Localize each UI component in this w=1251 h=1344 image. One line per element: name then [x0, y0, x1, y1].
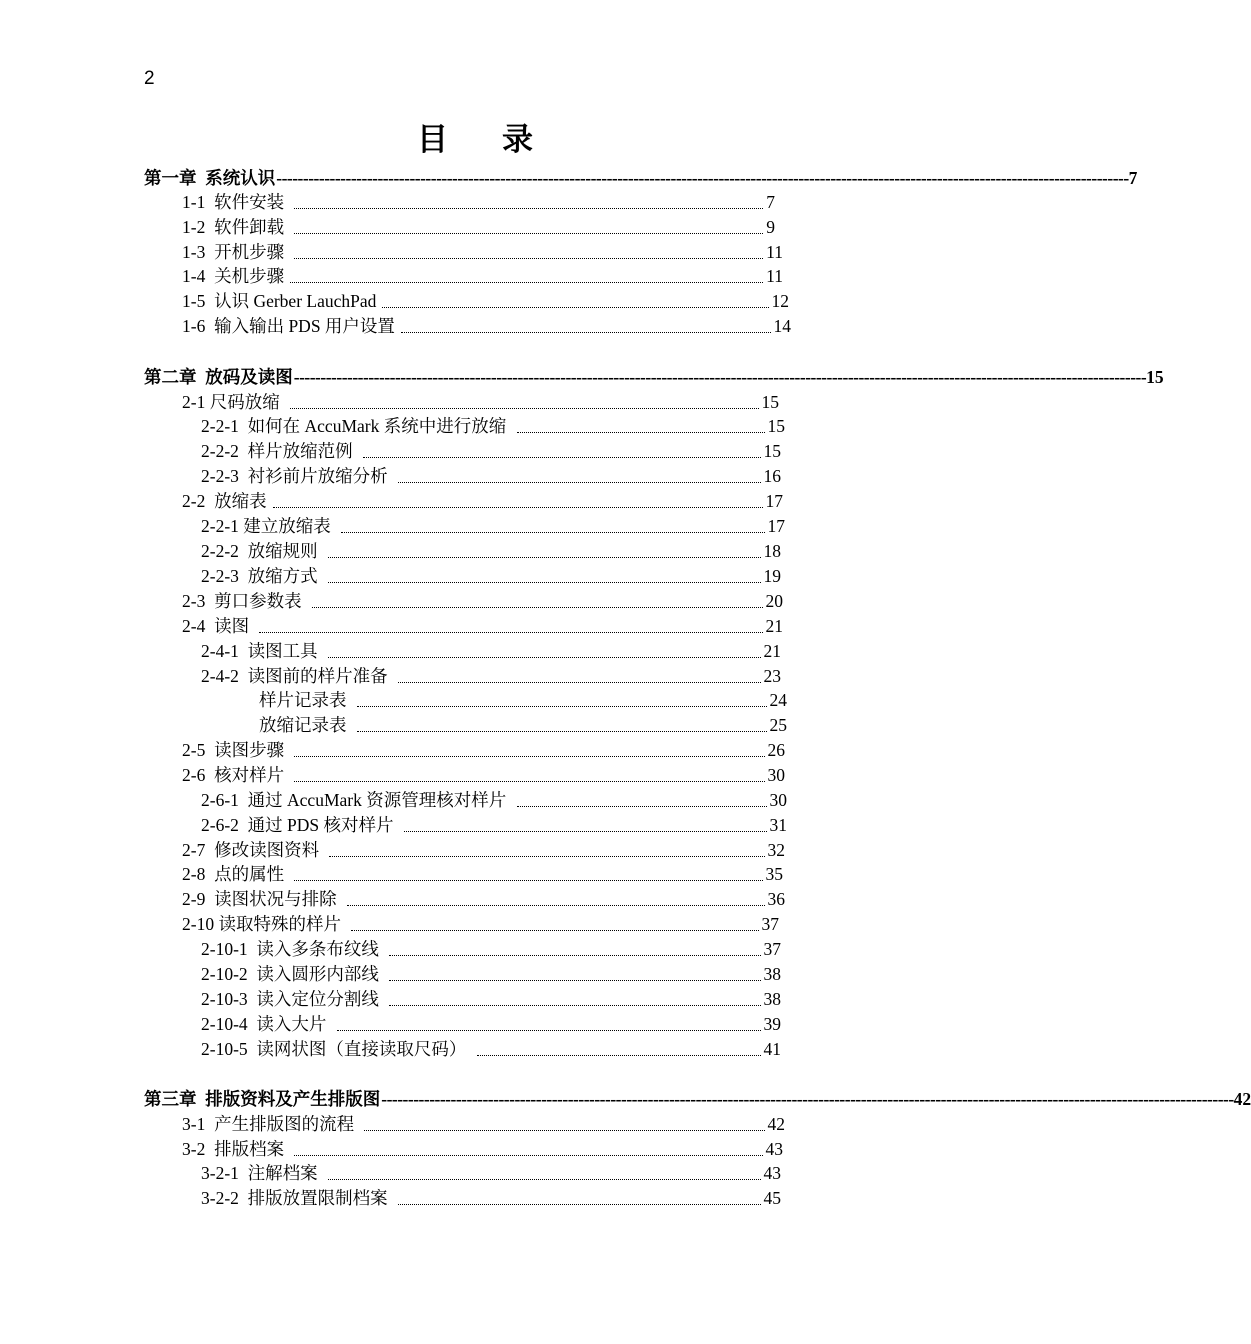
chapter-page-number: 42: [1233, 1089, 1251, 1109]
entry-title: 3-2 排版档案: [182, 1139, 289, 1159]
dotted-leader: [329, 855, 764, 857]
entry-page-number: 38: [763, 989, 781, 1009]
dash-leader: ----------------------------------------------------------------------------------------------------------------------------------------------------------------: [293, 367, 1147, 387]
entry-page-number: 36: [767, 889, 785, 909]
entry-page-number: 37: [761, 914, 779, 934]
dotted-leader: [312, 606, 763, 608]
dotted-leader: [398, 1203, 760, 1205]
dotted-leader: [404, 830, 767, 832]
dotted-leader: [259, 631, 762, 633]
toc-entry-row: [201, 1184, 781, 1209]
dotted-leader: [389, 1004, 760, 1006]
dotted-leader: [398, 681, 760, 683]
dotted-leader: [294, 1154, 762, 1156]
toc-entry-row: [182, 238, 783, 263]
entry-page-number: 15: [767, 416, 785, 436]
entry-title: 2-5 读图步骤: [182, 740, 289, 760]
toc-entry-row: [201, 1010, 781, 1035]
dotted-leader: [347, 904, 765, 906]
entry-title: 2-10-2 读入圆形内部线: [201, 964, 384, 984]
toc-entry-row: [201, 512, 785, 537]
chapter-page-number: 15: [1146, 367, 1164, 387]
toc-entry-row: [201, 562, 781, 587]
entry-title: 2-2-3 放缩方式: [201, 566, 323, 586]
entry-page-number: 26: [767, 740, 785, 760]
toc-entry-row: [201, 412, 785, 437]
toc-entry-row: [201, 537, 781, 562]
entry-title: 2-2-3 衬衫前片放缩分析: [201, 466, 393, 486]
dotted-leader: [294, 232, 763, 234]
page-number: 2: [144, 68, 155, 89]
toc-entry-row: [201, 662, 781, 687]
entry-title: 2-8 点的属性: [182, 864, 289, 884]
entry-title: 1-2 软件卸载: [182, 217, 289, 237]
dotted-leader: [341, 531, 764, 533]
entry-title: 2-10 读取特殊的样片: [182, 914, 346, 934]
entry-title: 2-2-1 建立放缩表: [201, 516, 336, 536]
entry-title: 2-2 放缩表: [182, 491, 267, 511]
dotted-leader: [328, 1178, 760, 1180]
toc-entry-row: [182, 836, 785, 861]
chapter-title: 第一章 系统认识: [144, 168, 276, 188]
dotted-leader: [517, 431, 765, 433]
entry-page-number: 16: [763, 466, 781, 486]
entry-title: 2-6-2 通过 PDS 核对样片: [201, 815, 398, 835]
entry-title: 2-7 修改读图资料: [182, 840, 324, 860]
entry-title: 样片记录表: [259, 690, 351, 710]
entry-page-number: 30: [767, 765, 785, 785]
toc-entry-row: [201, 811, 787, 836]
toc-entry-row: [201, 1159, 781, 1184]
entry-title: 2-3 剪口参数表: [182, 591, 306, 611]
entry-title: 3-2-2 排版放置限制档案: [201, 1188, 393, 1208]
entry-page-number: 23: [763, 666, 781, 686]
toc-entry-row: [201, 1035, 781, 1060]
toc-entry-row: [201, 437, 781, 462]
entry-title: 2-4 读图: [182, 616, 254, 636]
entry-page-number: 15: [761, 392, 779, 412]
entry-page-number: 17: [765, 491, 783, 511]
dotted-leader: [351, 929, 758, 931]
entry-title: 1-3 开机步骤: [182, 242, 289, 262]
entry-page-number: 42: [767, 1114, 785, 1134]
entry-title: 2-2-2 放缩规则: [201, 541, 323, 561]
chapter-page-number: 7: [1128, 168, 1138, 188]
entry-title: 1-1 软件安装: [182, 192, 289, 212]
entry-title: 2-10-3 读入定位分割线: [201, 989, 384, 1009]
toc-entry-row: [182, 213, 775, 238]
entry-title: 2-6 核对样片: [182, 765, 289, 785]
toc-chapter-row: [144, 1085, 1251, 1110]
entry-page-number: 25: [769, 715, 787, 735]
entry-page-number: 43: [763, 1163, 781, 1183]
dash-leader: ----------------------------------------------------------------------------------------------------------------------------------------------------------------: [381, 1089, 1234, 1109]
entry-title: 1-5 认识 Gerber LauchPad: [182, 291, 377, 311]
dotted-leader: [294, 755, 764, 757]
toc-entry-row: [182, 1135, 783, 1160]
toc-entry-row: [182, 312, 791, 337]
toc-entry-row: [201, 960, 781, 985]
toc-entry-row: [201, 985, 781, 1010]
entry-title: 3-1 产生排版图的流程: [182, 1114, 359, 1134]
entry-page-number: 7: [766, 192, 775, 212]
toc-entry-row: [201, 637, 781, 662]
dotted-leader: [294, 257, 763, 259]
entry-page-number: 11: [766, 266, 783, 286]
toc-entry-row: [201, 935, 781, 960]
toc-entry-row: [182, 287, 789, 312]
toc-entry-row: [201, 786, 787, 811]
entry-page-number: 9: [766, 217, 775, 237]
entry-title: 2-2-2 样片放缩范例: [201, 441, 358, 461]
toc-title: 目录: [417, 122, 587, 157]
entry-title: 3-2-1 注解档案: [201, 1163, 323, 1183]
toc-entry-row: [259, 711, 787, 736]
dotted-leader: [328, 556, 760, 558]
entry-title: 2-10-4 读入大片: [201, 1014, 331, 1034]
toc-entry-row: [182, 262, 783, 287]
entry-title: 2-4-1 读图工具: [201, 641, 323, 661]
toc-entry-row: [201, 462, 781, 487]
toc-entry-row: [182, 188, 775, 213]
entry-page-number: 24: [769, 690, 787, 710]
dotted-leader: [294, 207, 763, 209]
dotted-leader: [290, 281, 763, 283]
dotted-leader: [389, 979, 760, 981]
toc-entry-row: [182, 736, 785, 761]
dotted-leader: [517, 805, 767, 807]
entry-page-number: 37: [763, 939, 781, 959]
entry-title: 2-1 尺码放缩: [182, 392, 285, 412]
dotted-leader: [273, 506, 763, 508]
dotted-leader: [294, 780, 764, 782]
entry-page-number: 38: [763, 964, 781, 984]
dotted-leader: [294, 879, 762, 881]
entry-page-number: 32: [767, 840, 785, 860]
dotted-leader: [363, 456, 760, 458]
toc-entry-row: [182, 885, 785, 910]
toc-entry-row: [182, 1110, 785, 1135]
entry-page-number: 12: [771, 291, 789, 311]
entry-page-number: 20: [765, 591, 783, 611]
dash-leader: ----------------------------------------------------------------------------------------------------------------------------------------------------------------: [276, 168, 1129, 188]
entry-page-number: 41: [763, 1039, 781, 1059]
dotted-leader: [328, 656, 760, 658]
entry-page-number: 21: [765, 616, 783, 636]
entry-page-number: 15: [763, 441, 781, 461]
chapter-title: 第三章 排版资料及产生排版图: [144, 1089, 381, 1109]
entry-title: 2-4-2 读图前的样片准备: [201, 666, 393, 686]
entry-title: 放缩记录表: [259, 715, 351, 735]
dotted-leader: [357, 730, 767, 732]
toc-entry-row: [182, 587, 783, 612]
toc-chapter-row: [144, 164, 1138, 189]
entry-title: 1-4 关机步骤: [182, 266, 285, 286]
dotted-leader: [357, 705, 767, 707]
entry-title: 1-6 输入输出 PDS 用户设置: [182, 316, 395, 336]
entry-title: 2-10-1 读入多条布纹线: [201, 939, 384, 959]
chapter-title: 第二章 放码及读图: [144, 367, 293, 387]
entry-title: 2-6-1 通过 AccuMark 资源管理核对样片: [201, 790, 511, 810]
entry-title: 2-2-1 如何在 AccuMark 系统中进行放缩: [201, 416, 511, 436]
toc-entry-row: [182, 487, 783, 512]
entry-page-number: 21: [763, 641, 781, 661]
dotted-leader: [290, 407, 758, 409]
entry-page-number: 19: [763, 566, 781, 586]
entry-title: 2-9 读图状况与排除: [182, 889, 341, 909]
dotted-leader: [389, 954, 760, 956]
toc-chapter-row: [144, 363, 1164, 388]
toc-entry-row: [182, 761, 785, 786]
entry-page-number: 11: [766, 242, 783, 262]
dotted-leader: [364, 1129, 764, 1131]
dotted-leader: [477, 1054, 761, 1056]
entry-page-number: 18: [763, 541, 781, 561]
entry-title: 2-10-5 读网状图（直接读取尺码）: [201, 1039, 471, 1059]
dotted-leader: [382, 306, 768, 308]
entry-page-number: 31: [769, 815, 787, 835]
toc-entry-row: [182, 860, 783, 885]
entry-page-number: 14: [773, 316, 791, 336]
entry-page-number: 43: [765, 1139, 783, 1159]
toc-entry-row: [182, 612, 783, 637]
entry-page-number: 30: [769, 790, 787, 810]
entry-page-number: 35: [765, 864, 783, 884]
entry-page-number: 39: [763, 1014, 781, 1034]
entry-page-number: 45: [763, 1188, 781, 1208]
toc-entry-row: [259, 686, 787, 711]
dotted-leader: [328, 581, 760, 583]
toc-entry-row: [182, 388, 779, 413]
dotted-leader: [337, 1029, 761, 1031]
entry-page-number: 17: [767, 516, 785, 536]
dotted-leader: [401, 331, 771, 333]
toc-entry-row: [182, 910, 779, 935]
dotted-leader: [398, 481, 760, 483]
